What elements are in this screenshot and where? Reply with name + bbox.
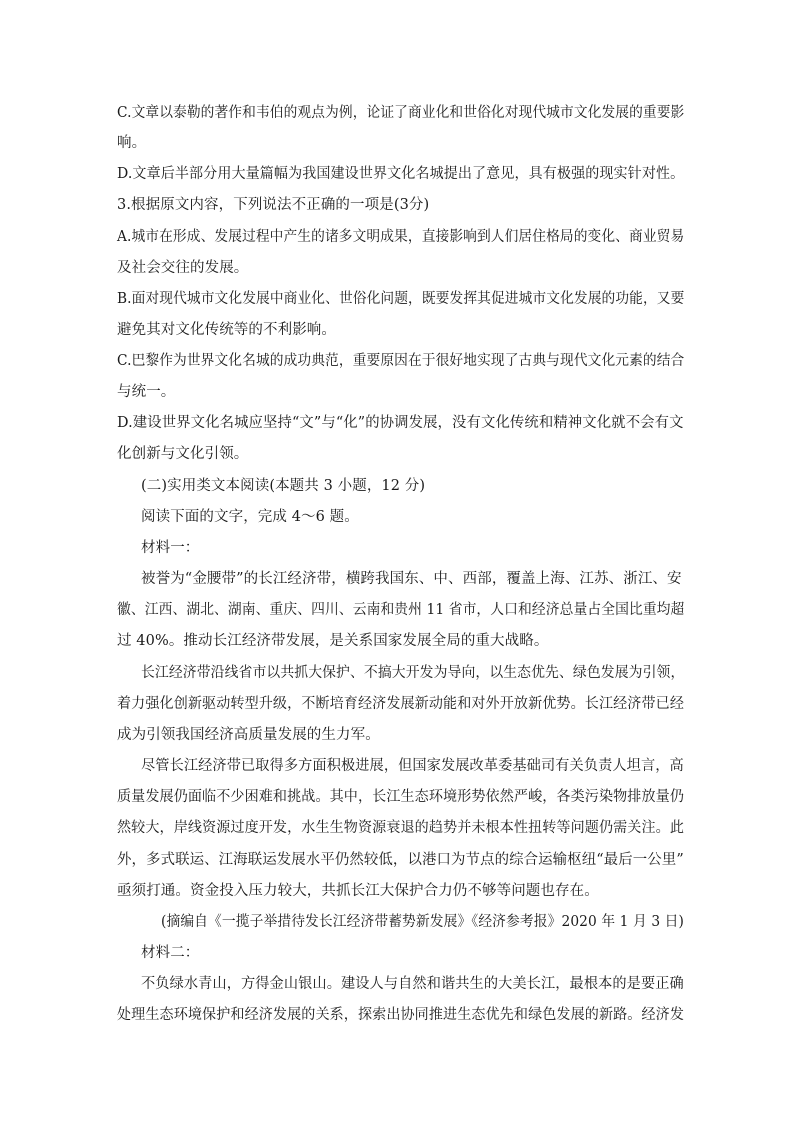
material-2-para-1-line-1: 不负绿水青山，方得金山银山。建设人与自然和谐共生的大美长江，最根本的是要正确 <box>141 976 684 992</box>
material-1-para-3-line-5: 亟须打通。资金投入压力较大，共抓长江大保护合力仍不够等问题也存在。 <box>117 883 599 899</box>
material-2-para-1-line-2: 处理生态环境保护和经济发展的关系，探索出协同推进生态优先和绿色发展的新路。经济发 <box>117 1007 685 1023</box>
q3-option-c-line-1: C.巴黎作为世界文化名城的成功典范，重要原因在于很好地实现了古典与现代文化元素的结合 <box>117 353 685 369</box>
material-1-para-2-line-1: 长江经济带沿线省市以共抓大保护、不搞大开发为导向，以生态优先、绿色发展为引领， <box>141 665 685 681</box>
material-1-source: (摘编自《一揽子举措待发长江经济带蓄势新发展》《经济参考报》2020 年 1 月 3 日) <box>161 914 684 930</box>
material-1-para-3-line-3: 然较大，岸线资源过度开发，水生生物资源衰退的趋势并未根本性扭转等问题仍需关注。此 <box>117 820 685 836</box>
material-1-para-3-line-1: 尽管长江经济带已取得多方面积极进展，但国家发展改革委基础司有关负责人坦言，高 <box>141 758 684 774</box>
q3-option-c-line-2: 与统一。 <box>117 384 176 400</box>
material-1-para-1-line-1: 被誉为“金腰带”的长江经济带，横跨我国东、中、西部，覆盖上海、江苏、浙江、安 <box>141 571 682 587</box>
q3-option-b-line-1: B.面对现代城市文化发展中商业化、世俗化问题，既要发挥其促进城市文化发展的功能，又要 <box>117 291 685 307</box>
material-1-para-2-line-3: 成为引领我国经济高质量发展的生力军。 <box>117 727 380 743</box>
material-1-para-1-line-3: 过 40%。推动长江经济带发展，是关系国家发展全局的重大战略。 <box>117 633 549 649</box>
question-3-stem: 3.根据原文内容，下列说法不正确的一项是(3分) <box>117 197 430 213</box>
option-c-line-2: 响。 <box>117 135 147 151</box>
option-c-line-1: C.文章以泰勒的著作和韦伯的观点为例，论证了商业化和世俗化对现代城市文化发展的重要影 <box>117 105 685 121</box>
material-1-para-3-line-4: 外，多式联运、江海联运发展水平仍然较低，以港口为节点的综合运输枢纽“最后一公里” <box>117 852 684 868</box>
reading-instruction: 阅读下面的文字，完成 4～6 题。 <box>141 509 359 525</box>
material-1-para-2-line-2: 着力强化创新驱动转型升级，不断培育经济发展新动能和对外开放新优势。长江经济带已经 <box>117 696 685 712</box>
q3-option-d-line-1: D.建设世界文化名城应坚持“文”与“化”的协调发展，没有文化传统和精神文化就不会有文 <box>117 415 684 431</box>
material-1-para-3-line-2: 质量发展仍面临不少困难和挑战。其中，长江生态环境形势依然严峻，各类污染物排放量仍 <box>117 789 685 805</box>
q3-option-d-line-2: 化创新与文化引领。 <box>117 446 249 462</box>
q3-option-a-line-2: 及社会交往的发展。 <box>117 260 249 276</box>
q3-option-a-line-1: A.城市在形成、发展过程中产生的诸多文明成果，直接影响到人们居住格局的变化、商业贸易 <box>117 229 685 245</box>
section-heading: (二)实用类文本阅读(本题共 3 小题，12 分) <box>141 478 426 494</box>
material-1-heading: 材料一： <box>141 540 200 556</box>
option-d-line: D.文章后半部分用大量篇幅为我国建设世界文化名城提出了意见，具有极强的现实针对性。 <box>117 166 685 182</box>
material-2-heading: 材料二： <box>141 945 200 961</box>
q3-option-b-line-2: 避免其对文化传统等的不利影响。 <box>117 322 336 338</box>
material-1-para-1-line-2: 徽、江西、湖北、湖南、重庆、四川、云南和贵州 11 省市，人口和经济总量占全国比重均超 <box>117 602 685 618</box>
